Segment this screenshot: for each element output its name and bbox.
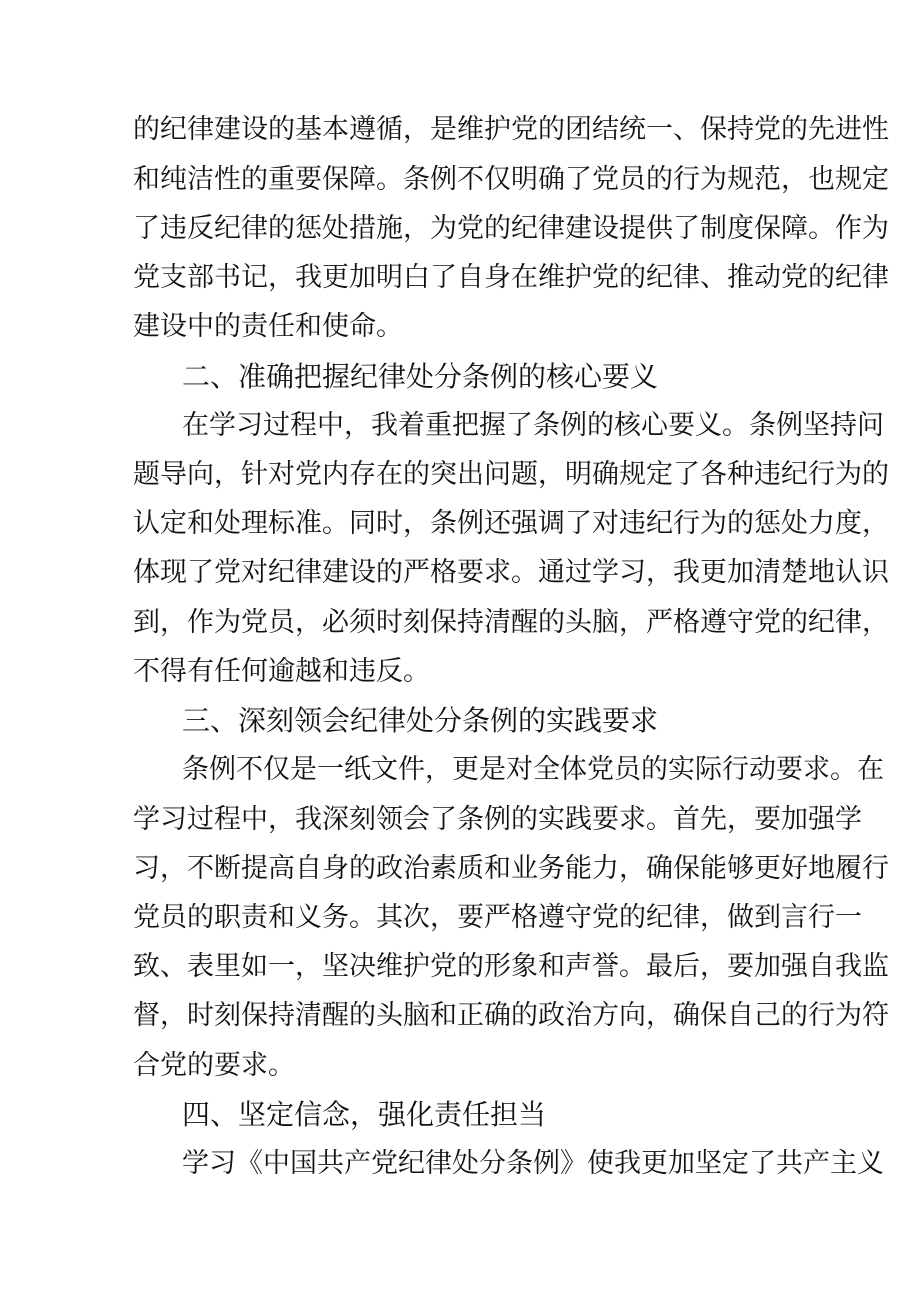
paragraph-line: 习，不断提高自身的政治素质和业务能力，确保能够更好地履行 xyxy=(133,853,889,884)
paragraph-line: 党员的职责和义务。其次，要严格遵守党的纪律，做到言行一 xyxy=(133,902,862,933)
paragraph-line: 党支部书记，我更加明白了自身在维护党的纪律、推动党的纪律 xyxy=(133,262,889,293)
section-heading-2: 二、准确把握纪律处分条例的核心要义 xyxy=(182,360,659,393)
paragraph-line: 督，时刻保持清醒的头脑和正确的政治方向，确保自己的行为符 xyxy=(133,1000,889,1031)
paragraph-line: 在学习过程中，我着重把握了条例的核心要义。条例坚持问 xyxy=(182,410,884,441)
paragraph-line: 不得有任何逾越和违反。 xyxy=(133,656,430,687)
section-heading-4: 四、坚定信念，强化责任担当 xyxy=(182,1098,547,1131)
paragraph-line: 学习过程中，我深刻领会了条例的实践要求。首先，要加强学 xyxy=(133,804,862,835)
paragraph-line: 和纯洁性的重要保障。条例不仅明确了党员的行为规范，也规定 xyxy=(133,164,889,195)
paragraph-line: 体现了党对纪律建设的严格要求。通过学习，我更加清楚地认识 xyxy=(133,557,889,588)
paragraph-line: 题导向，针对党内存在的突出问题，明确规定了各种违纪行为的 xyxy=(133,459,889,490)
paragraph-line: 建设中的责任和使命。 xyxy=(133,311,403,342)
paragraph-line: 学习《中国共产党纪律处分条例》使我更加坚定了共产主义 xyxy=(182,1148,884,1179)
paragraph-line: 的纪律建设的基本遵循，是维护党的团结统一、保持党的先进性 xyxy=(133,114,889,145)
paragraph-line: 到，作为党员，必须时刻保持清醒的头脑，严格遵守党的纪律， xyxy=(133,607,889,638)
paragraph-line: 了违反纪律的惩处措施，为党的纪律建设提供了制度保障。作为 xyxy=(133,213,889,244)
paragraph-line: 条例不仅是一纸文件，更是对全体党员的实际行动要求。在 xyxy=(182,754,884,785)
paragraph-line: 合党的要求。 xyxy=(133,1050,295,1081)
paragraph-line: 认定和处理标准。同时，条例还强调了对违纪行为的惩处力度， xyxy=(133,508,889,539)
paragraph-line: 致、表里如一，坚决维护党的形象和声誉。最后，要加强自我监 xyxy=(133,951,889,982)
section-heading-3: 三、深刻领会纪律处分条例的实践要求 xyxy=(182,704,659,737)
